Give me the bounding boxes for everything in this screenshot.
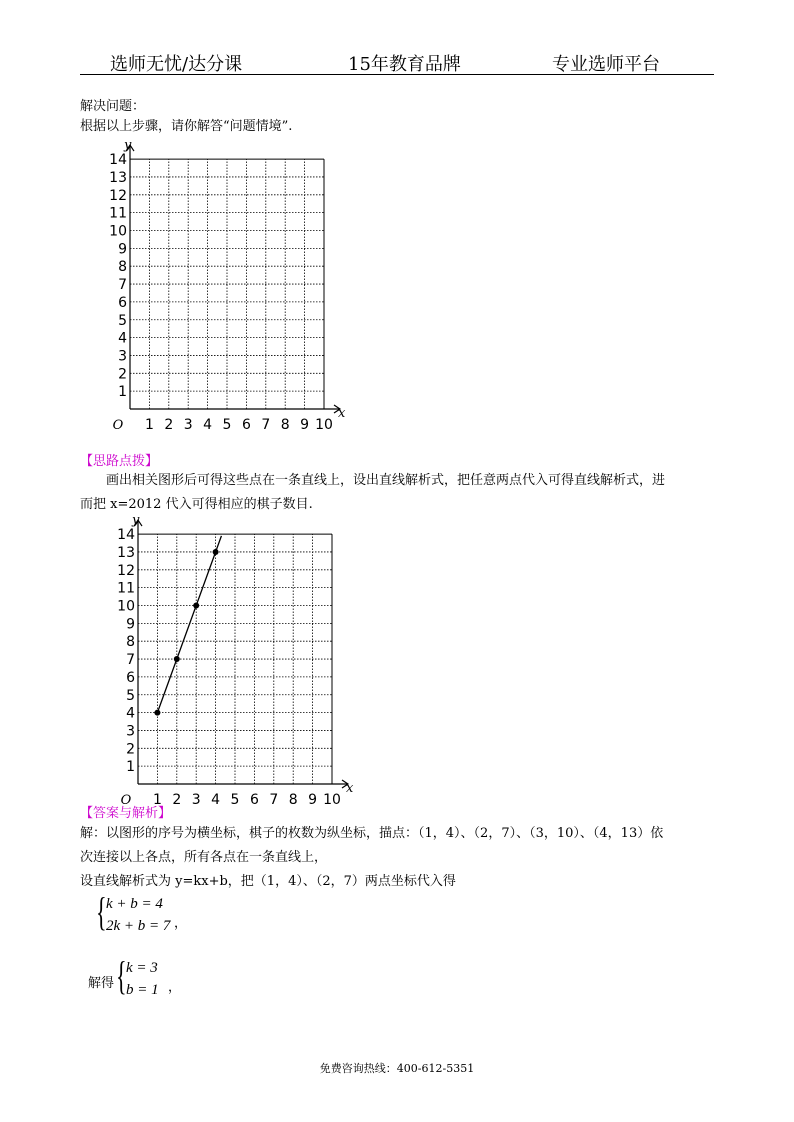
x-tick-label: 9 bbox=[308, 792, 318, 808]
x-tick-label: 3 bbox=[191, 792, 201, 808]
answer-line-3: 设直线解析式为 y=kx+b，把（1，4）、（2，7）两点坐标代入得 bbox=[80, 874, 456, 889]
y-tick-label: 1 bbox=[118, 384, 127, 401]
y-tick-label: 7 bbox=[126, 652, 135, 669]
y-tick-label: 7 bbox=[118, 277, 127, 294]
x-tick-label: 3 bbox=[183, 417, 193, 433]
brace-icon: { bbox=[116, 953, 127, 998]
system2-eq2: b = 1 bbox=[126, 982, 159, 998]
hint-heading: 【思路点拨】 bbox=[80, 454, 159, 469]
y-tick-label: 4 bbox=[126, 705, 135, 722]
y-tick-label: 10 bbox=[109, 223, 127, 240]
data-point bbox=[174, 656, 180, 662]
y-tick-label: 9 bbox=[126, 616, 135, 633]
footer-hotline: 免费咨询热线：400-612-5351 bbox=[319, 1062, 475, 1075]
answer-heading: 【答案与解析】 bbox=[80, 806, 172, 821]
answer-line-2: 次连接以上各点，所有各点在一条直线上， bbox=[80, 850, 328, 865]
origin-label: O bbox=[120, 793, 132, 808]
y-tick-label: 3 bbox=[126, 723, 135, 740]
answer-line-1: 解：以图形的序号为横坐标，棋子的枚数为纵坐标，描点：（1，4）、（2，7）、（3，10）、（4，13）依 bbox=[80, 826, 664, 841]
equation-system-2 bbox=[88, 953, 208, 1008]
x-tick-label: 2 bbox=[172, 792, 182, 808]
data-point bbox=[193, 603, 199, 609]
x-tick-label: 5 bbox=[230, 792, 240, 808]
y-axis-label: y bbox=[124, 138, 132, 154]
x-tick-label: 10 bbox=[315, 417, 333, 433]
y-tick-label: 5 bbox=[126, 687, 135, 704]
y-tick-label: 2 bbox=[118, 366, 127, 383]
y-tick-label: 8 bbox=[118, 259, 127, 276]
y-tick-label: 11 bbox=[117, 580, 135, 597]
x-tick-label: 4 bbox=[203, 417, 213, 433]
y-tick-label: 13 bbox=[117, 544, 135, 561]
solve-label: 解得 bbox=[88, 976, 115, 991]
system1-tail: ， bbox=[174, 916, 188, 931]
hint-line-2: 而把 x=2012 代入可得相应的棋子数目. bbox=[80, 497, 313, 512]
header-platform: 专业选师平台 bbox=[552, 54, 660, 75]
y-tick-label: 14 bbox=[117, 527, 135, 544]
x-axis-label: x bbox=[338, 406, 346, 421]
x-tick-label: 6 bbox=[249, 792, 259, 808]
y-tick-label: 13 bbox=[109, 169, 127, 186]
x-tick-label: 5 bbox=[222, 417, 232, 433]
x-tick-label: 10 bbox=[323, 792, 341, 808]
x-tick-label: 4 bbox=[211, 792, 221, 808]
x-tick-label: 8 bbox=[288, 792, 298, 808]
y-tick-label: 12 bbox=[109, 187, 127, 204]
y-tick-label: 3 bbox=[118, 348, 127, 365]
equation-system-1 bbox=[96, 889, 216, 944]
answer-paragraph bbox=[80, 822, 710, 894]
origin-label: O bbox=[112, 418, 124, 433]
data-point bbox=[154, 710, 160, 716]
y-tick-label: 8 bbox=[126, 634, 135, 651]
x-tick-label: 6 bbox=[241, 417, 251, 433]
x-tick-label: 1 bbox=[144, 417, 154, 433]
x-tick-label: 8 bbox=[280, 417, 290, 433]
x-tick-label: 1 bbox=[152, 792, 162, 808]
header-slogan: 15年教育品牌 bbox=[348, 54, 461, 75]
brace-icon: { bbox=[96, 889, 107, 934]
y-tick-label: 9 bbox=[118, 241, 127, 258]
y-tick-label: 2 bbox=[126, 741, 135, 758]
y-tick-label: 10 bbox=[117, 598, 135, 615]
hint-line-1: 画出相关图形后可得这些点在一条直线上，设出直线解析式，把任意两点代入可得直线解析式，进 bbox=[106, 473, 666, 488]
x-tick-label: 7 bbox=[261, 417, 271, 433]
y-tick-label: 14 bbox=[109, 152, 127, 169]
data-line bbox=[157, 536, 221, 713]
y-tick-label: 6 bbox=[118, 294, 127, 311]
x-tick-label: 2 bbox=[164, 417, 174, 433]
data-point bbox=[213, 549, 219, 555]
x-axis-label: x bbox=[346, 781, 354, 796]
y-axis-label: y bbox=[132, 513, 140, 529]
y-tick-label: 5 bbox=[118, 312, 127, 329]
y-tick-label: 6 bbox=[126, 669, 135, 686]
system1-eq1: k + b = 4 bbox=[106, 896, 163, 912]
header-brand: 选师无忧/达分课 bbox=[110, 54, 243, 75]
x-tick-label: 7 bbox=[269, 792, 279, 808]
y-tick-label: 11 bbox=[109, 205, 127, 222]
problem-instruction: 根据以上步骤，请你解答“问题情境”. bbox=[80, 119, 293, 134]
y-tick-label: 4 bbox=[118, 330, 127, 347]
system2-tail: ， bbox=[168, 980, 182, 995]
y-tick-label: 1 bbox=[126, 759, 135, 776]
x-tick-label: 9 bbox=[300, 417, 310, 433]
system1-eq2: 2k + b = 7 bbox=[106, 918, 171, 934]
problem-title: 解决问题： bbox=[80, 99, 146, 114]
system2-eq1: k = 3 bbox=[126, 960, 158, 976]
y-tick-label: 12 bbox=[117, 562, 135, 579]
